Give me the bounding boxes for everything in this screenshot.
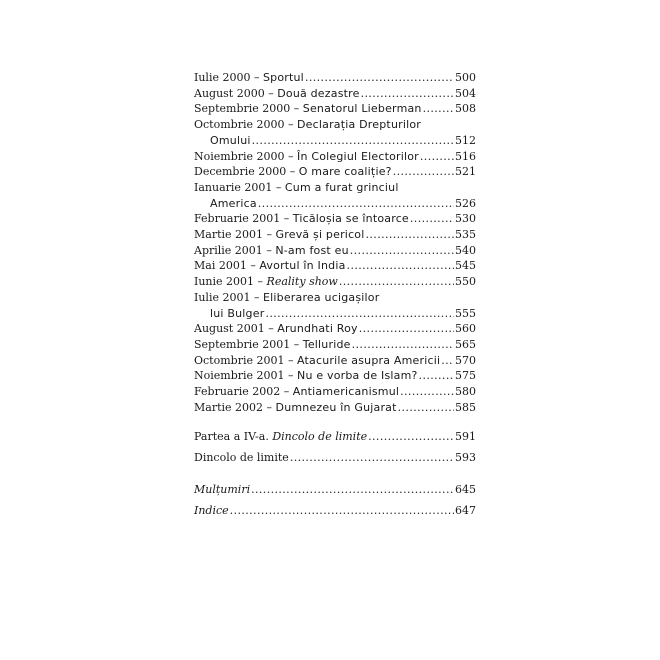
toc-entry: August 2000 – Două dezastre ..... 504 <box>194 86 476 102</box>
entry-date: Noiembrie 2000 <box>194 149 285 163</box>
entry-title-continued: America <box>210 196 257 210</box>
page-number: 570 <box>455 353 476 367</box>
leader-dots <box>400 384 454 400</box>
entry-date: Martie 2002 <box>194 400 264 414</box>
toc-entry: Septembrie 2000 – Senatorul Lieberman ..... 508 <box>194 101 476 117</box>
entry-date: Octombrie 2000 <box>194 118 285 132</box>
page-number: 512 <box>455 133 476 147</box>
entry-title: Grevă și pericol <box>275 228 365 242</box>
page-number: 585 <box>455 400 476 414</box>
entry-title: Declarația Drepturilor <box>296 118 422 132</box>
toc-entry: Mai 2001 – Avortul în India ..... 545 <box>194 258 476 274</box>
entry-date: Octombrie 2001 <box>194 353 285 367</box>
leader-dots <box>347 258 454 274</box>
entry-date: August 2000 <box>194 86 265 100</box>
toc-section <box>194 450 476 466</box>
entry-date: Februarie 2002 <box>194 385 281 399</box>
page-number: 535 <box>455 228 476 242</box>
leader-dots <box>410 211 454 227</box>
toc-entry: Februarie 2001 – Ticăloșia se întoarce ..... 530 <box>194 211 476 227</box>
leader-dots <box>252 133 454 149</box>
page-number: 593 <box>455 451 476 465</box>
entry-title: Două dezastre <box>277 86 360 100</box>
entry-title: N-am fost eu <box>275 243 349 257</box>
leader-dots <box>352 337 454 353</box>
toc-part <box>194 429 476 445</box>
leader-dots <box>290 450 454 466</box>
toc-entry: Octombrie 2000 – Declarația Drepturilor Omului ..... 512 <box>194 117 476 148</box>
leader-dots <box>420 149 454 165</box>
page-number: 647 <box>455 503 476 517</box>
toc-entry: Ianuarie 2001 – Cum a furat grinciul America ..... 526 <box>194 180 476 211</box>
leader-dots <box>366 227 455 243</box>
toc-entry: Martie 2002 – Dumnezeu în Gujarat ..... 585 <box>194 400 476 416</box>
leader-dots <box>393 164 454 180</box>
entry-title: Cum a furat grinciul <box>284 180 399 194</box>
page-number: 545 <box>455 259 476 273</box>
entry-date: Septembrie 2001 <box>194 337 291 351</box>
toc-entry: Decembrie 2000 – O mare coaliție? ..... 521 <box>194 164 476 180</box>
toc-entry: Martie 2001 – Grevă și pericol ..... 535 <box>194 227 476 243</box>
toc-thanks <box>194 482 476 498</box>
section-title: Dincolo de limite <box>194 451 289 465</box>
entry-title: Sportul <box>262 71 304 84</box>
leader-dots <box>339 274 454 290</box>
entry-title: Nu e vorba de Islam? <box>297 369 418 383</box>
entry-date: Ianuarie 2001 <box>194 180 273 194</box>
entry-title: Eliberarea ucigașilor <box>262 290 380 304</box>
entry-title: Antiamericanismul <box>292 385 400 399</box>
toc-entry: Noiembrie 2001 – Nu e vorba de Islam? ..... 575 <box>194 368 476 384</box>
entry-date: Martie 2001 <box>194 228 264 242</box>
entry-title: Ticăloșia se întoarce <box>292 212 409 226</box>
page-number: 645 <box>455 482 476 496</box>
leader-dots <box>398 400 454 416</box>
entry-title: Arundhati Roy <box>277 322 358 336</box>
toc-entry: Februarie 2002 – Antiamericanismul ..... 580 <box>194 384 476 400</box>
leader-dots <box>258 196 454 212</box>
entry-title: Senatorul Lieberman <box>302 102 422 116</box>
entry-date: Aprilie 2001 <box>194 243 263 257</box>
leader-dots <box>419 368 454 384</box>
entry-date: Iulie 2000 <box>194 71 251 84</box>
entry-date: Mai 2001 <box>194 259 247 273</box>
page-number: 560 <box>455 322 476 336</box>
page-number: 540 <box>455 243 476 257</box>
entry-date: Decembrie 2000 <box>194 165 287 179</box>
leader-dots <box>441 353 454 369</box>
leader-dots <box>230 503 454 519</box>
entry-title: Atacurile asupra Americii <box>296 353 441 367</box>
toc-index <box>194 503 476 519</box>
toc-entry: Aprilie 2001 – N-am fost eu ..... 540 <box>194 243 476 259</box>
leader-dots <box>359 321 454 337</box>
page-number: 500 <box>455 71 476 84</box>
page-number: 521 <box>455 165 476 179</box>
page-number: 530 <box>455 212 476 226</box>
leader-dots <box>423 101 454 117</box>
page-number: 550 <box>455 275 476 289</box>
page-number: 526 <box>455 196 476 210</box>
entry-title-continued: lui Bulger <box>210 306 265 320</box>
page-number: 591 <box>455 430 476 444</box>
entry-title: O mare coaliție? <box>298 165 392 179</box>
part-prefix: Partea a IV-a. <box>194 430 273 444</box>
toc-entry: August 2001 – Arundhati Roy ..... 560 <box>194 321 476 337</box>
entry-title-continued: Omului <box>210 133 251 147</box>
leader-dots <box>361 86 454 102</box>
entry-date: Noiembrie 2001 <box>194 369 285 383</box>
page-number: 580 <box>455 385 476 399</box>
leader-dots <box>251 482 454 498</box>
page-number: 555 <box>455 306 476 320</box>
toc-entry: Iunie 2001 – Reality show ..... 550 <box>194 274 476 290</box>
page-number: 504 <box>455 86 476 100</box>
entry-title: Reality show <box>266 275 338 289</box>
leader-dots <box>350 243 454 259</box>
entry-date: Iulie 2001 <box>194 290 251 304</box>
entry-title: Dumnezeu în Gujarat <box>275 400 397 414</box>
entry-date: Februarie 2001 <box>194 212 281 226</box>
page-number: 508 <box>455 102 476 116</box>
toc-entry: Noiembrie 2000 – În Colegiul Electorilor ..... 516 <box>194 149 476 165</box>
toc-entry: Iulie 2000 – Sportul ..... 500 <box>194 70 476 86</box>
index-title: Indice <box>194 503 229 517</box>
thanks-title: Mulțumiri <box>194 482 251 496</box>
part-title: Dincolo de limite <box>272 430 368 444</box>
toc-entry: Septembrie 2001 – Telluride ..... 565 <box>194 337 476 353</box>
page-number: 516 <box>455 149 476 163</box>
toc-entry: Iulie 2001 – Eliberarea ucigașilor lui Bulger ..... 555 <box>194 290 476 321</box>
entry-date: Septembrie 2000 <box>194 102 291 116</box>
leader-dots <box>368 429 454 445</box>
entry-title: În Colegiul Electorilor <box>297 149 419 163</box>
entry-date: August 2001 <box>194 322 265 336</box>
entry-date: Iunie 2001 <box>194 275 255 289</box>
page-number: 565 <box>455 337 476 351</box>
entry-title: Telluride <box>302 337 351 351</box>
leader-dots <box>265 306 454 322</box>
table-of-contents <box>194 70 476 518</box>
entry-title: Avortul în India <box>259 259 346 273</box>
leader-dots <box>305 70 454 86</box>
toc-entry: Octombrie 2001 – Atacurile asupra Americii ..... 570 <box>194 353 476 369</box>
page-number: 575 <box>455 369 476 383</box>
